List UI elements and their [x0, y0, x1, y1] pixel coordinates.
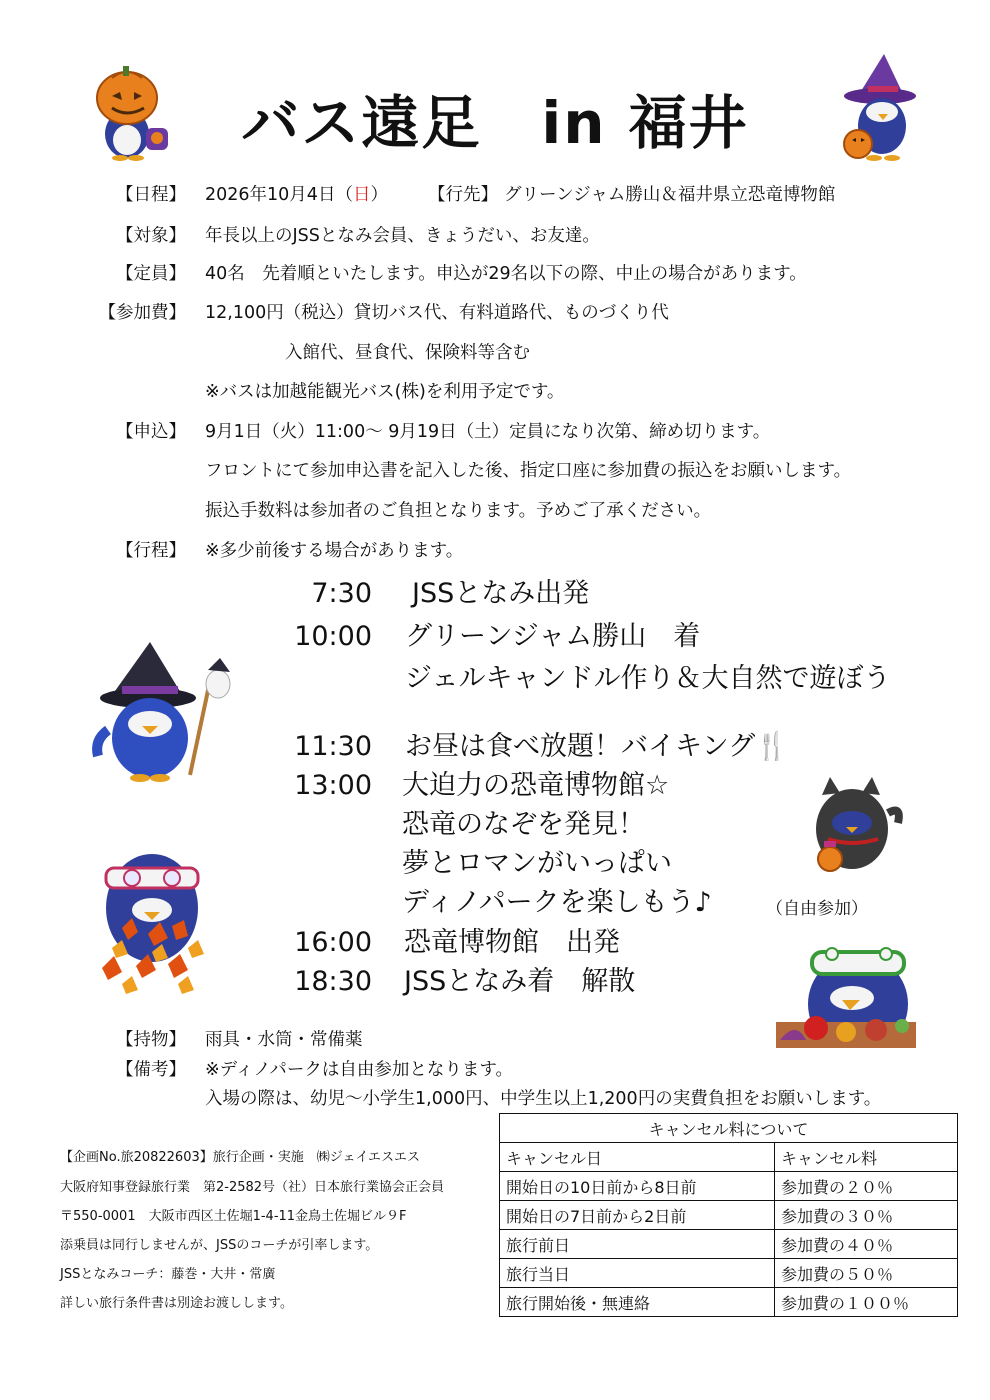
schedule-time: 10:00 — [294, 621, 372, 652]
witch-penguin-staff-illustration — [88, 640, 248, 785]
pumpkin-penguin-illustration — [82, 62, 182, 162]
apply-line1: 9月1日（火）11:00～ 9月19日（土）定員になり次第、締め切ります。 — [205, 422, 771, 442]
schedule-time: 7:30 — [311, 578, 372, 609]
table-header-row — [500, 1143, 958, 1172]
company-line: 大阪府知事登録旅行業 第2-2582号（社）日本旅行業協会正会員 — [60, 1180, 445, 1195]
fee-row — [0, 302, 990, 324]
date-weekday: 日 — [352, 185, 371, 205]
itinerary-row — [0, 540, 990, 562]
capacity-label: 【定員】 — [116, 264, 186, 284]
schedule-text: ディノパークを楽しもう♪ — [402, 887, 712, 918]
schedule-time: 16:00 — [294, 927, 372, 958]
schedule-date: 2026年10月4日（日） — [205, 185, 388, 205]
table-row — [500, 1259, 958, 1288]
bring-value: 雨具・水筒・常備薬 — [205, 1030, 363, 1050]
destination-label: 【行先】 — [428, 185, 498, 205]
schedule-time: 18:30 — [294, 966, 372, 997]
schedule-text: 恐竜のなぞを発見！ — [402, 809, 645, 840]
table-row — [500, 1230, 958, 1259]
apply-row — [0, 421, 990, 443]
schedule-text: JSSとなみ出発 — [412, 578, 590, 609]
page-title: バス遠足 in 福井 — [241, 89, 749, 157]
bring-label: 【持物】 — [116, 1030, 186, 1050]
coach-names: JSSとなみコーチ：藤巻・大井・常廣 — [60, 1267, 276, 1282]
table-cell: 開始日の10日前から8日前 — [500, 1172, 775, 1201]
black-cat-penguin-illustration — [802, 775, 912, 877]
schedule-text: グリーンジャム勝山 着 — [405, 621, 701, 652]
company-line: 詳しい旅行条件書は別途お渡しします。 — [60, 1296, 293, 1311]
table-cell: 参加費の５０％ — [775, 1259, 958, 1288]
target-value: 年長以上のJSSとなみ会員、きょうだい、お友達。 — [205, 226, 600, 246]
table-cell: 参加費の１００％ — [775, 1288, 958, 1317]
apply-label: 【申込】 — [116, 422, 186, 442]
schedule-text: ジェルキャンドル作り＆大自然で遊ぼう — [405, 663, 891, 694]
cancellation-table — [499, 1113, 958, 1317]
notes-row — [0, 1059, 990, 1081]
table-cell: 参加費の４０％ — [775, 1230, 958, 1259]
table-cell: 旅行前日 — [500, 1230, 775, 1259]
schedule-text: 夢とロマンがいっぱい — [402, 848, 672, 879]
destination-value: グリーンジャム勝山＆福井県立恐竜博物館 — [504, 185, 836, 205]
company-line: 【企画No.旅20822603】旅行企画・実施 ㈱ジェイエスエス — [60, 1150, 420, 1165]
schedule-label: 【日程】 — [116, 185, 186, 205]
notes-line2: 入場の際は、幼児～小学生1,000円、中学生以上1,200円の実費負担をお願いします。 — [205, 1089, 882, 1109]
cancellation-table-caption: キャンセル料について — [500, 1114, 958, 1143]
table-row — [500, 1288, 958, 1317]
company-line: 添乗員は同行しませんが、JSSのコーチが引率します。 — [60, 1238, 379, 1253]
schedule-time: 11:30 — [294, 731, 372, 762]
target-row — [0, 225, 990, 247]
itinerary-note: ※多少前後する場合があります。 — [205, 541, 464, 561]
table-row — [500, 1201, 958, 1230]
goggles-penguin-leaves-illustration — [92, 848, 212, 996]
fee-line3: ※バスは加越能観光バス(株)を利用予定です。 — [205, 382, 565, 402]
itinerary-label: 【行程】 — [116, 541, 186, 561]
notes-label: 【備考】 — [116, 1060, 186, 1080]
schedule-text: お昼は食べ放題！バイキング🍴 — [405, 731, 789, 762]
witch-penguin-illustration — [828, 52, 928, 164]
fee-label: 【参加費】 — [98, 303, 186, 323]
apply-line2: フロントにて参加申込書を記入した後、指定口座に参加費の振込をお願いします。 — [205, 461, 852, 481]
table-row — [500, 1172, 958, 1201]
schedule-time: 13:00 — [294, 770, 372, 801]
schedule-item — [0, 577, 990, 611]
column-header: キャンセル料 — [775, 1143, 958, 1172]
table-cell: 参加費の２０％ — [775, 1172, 958, 1201]
target-label: 【対象】 — [116, 226, 186, 246]
fee-line1: 12,100円（税込）貸切バス代、有料道路代、ものづくり代 — [205, 303, 669, 323]
schedule-row — [0, 184, 990, 206]
apply-line3: 振込手数料は参加者のご負担となります。予めご了承ください。 — [205, 501, 712, 521]
capacity-row — [0, 263, 990, 285]
schedule-text: 大迫力の恐竜博物館☆ — [402, 770, 670, 801]
table-cell: 旅行当日 — [500, 1259, 775, 1288]
table-cell: 旅行開始後・無連絡 — [500, 1288, 775, 1317]
table-cell: 参加費の３０％ — [775, 1201, 958, 1230]
schedule-text: 恐竜博物館 出発 — [404, 927, 620, 958]
fee-line2: 入館代、昼食代、保険料等含む — [285, 343, 530, 363]
capacity-value: 40名 先着順といたします。申込が29名以下の際、中止の場合があります。 — [205, 264, 807, 284]
company-address: 〒550-0001 大阪市西区土佐堀1-4-11金鳥土佐堀ビル９F — [60, 1209, 407, 1224]
column-header: キャンセル日 — [500, 1143, 775, 1172]
notes-line1: ※ディノパークは自由参加となります。 — [205, 1060, 513, 1080]
table-cell: 開始日の7日前から2日前 — [500, 1201, 775, 1230]
bring-row — [0, 1029, 990, 1051]
schedule-text: JSSとなみ着 解散 — [404, 966, 636, 997]
free-participation-note: （自由参加） — [766, 899, 868, 919]
